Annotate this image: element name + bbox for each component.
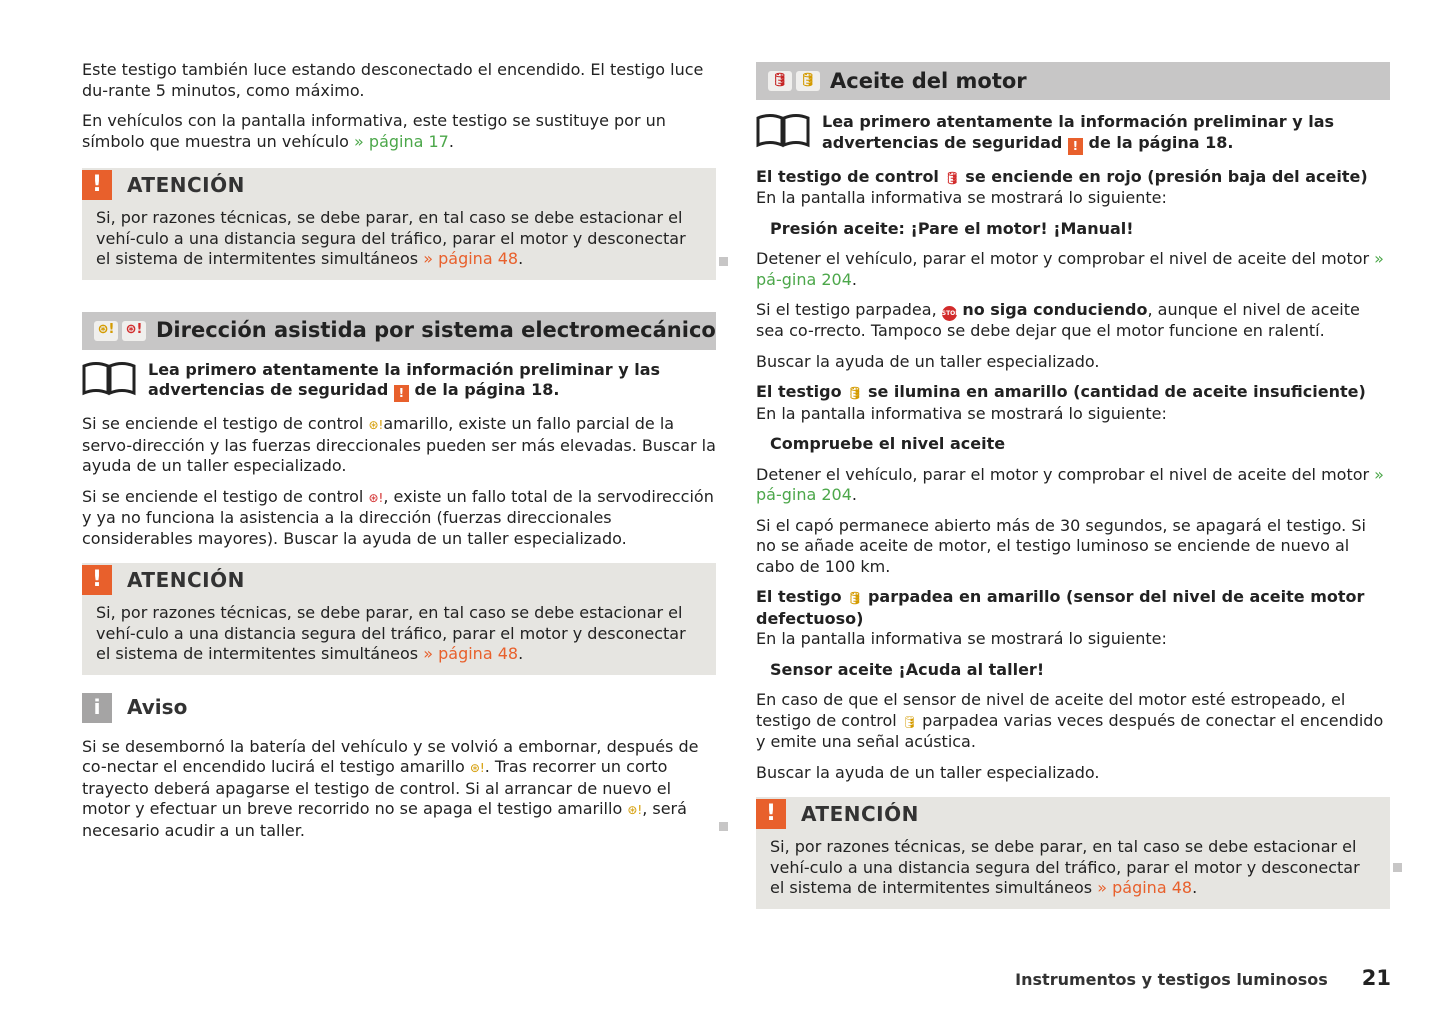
note-header [82,693,716,723]
text: Si se desembornó la batería del vehículo y se volvió a embornar, después de co-nectar el encendido lucirá el testigo amarillo [82,736,699,776]
text: . [851,485,857,504]
book-icon [82,360,136,396]
warning-icon: ! [82,170,112,200]
paragraph: Si el capó permanece abierto más de 30 segundos, se apagará el testigo. Si no se añade aceite de motor, el testigo luminoso se enciende de nuevo al cabo de 100 km. [756,515,1366,576]
warning-header [82,168,716,202]
steering-warning-icon: ⊛! [469,761,485,775]
warning-text [82,202,716,270]
paragraph: Buscar la ayuda de un taller especializado. [756,762,1100,782]
paragraph [756,249,1390,290]
text: , existe un fallo total de la servodirección y ya no funciona la asistencia a la dirección (fuerzas direccionales considerables mayores). Buscar la ayuda de un taller especializado. [82,486,714,548]
text: . [851,269,857,289]
text: . [518,644,524,663]
text: parpadea en amarillo (sensor del nivel de aceite motor defectuoso) [756,587,1365,628]
text: parpadea varias veces después de conectar el encendido y emite una señal acústica. [756,710,1384,751]
text: . [1192,878,1198,897]
text: amarillo, existe un fallo parcial de la servo-dirección y las fuerzas direccionales pueden ser más elevadas. Buscar la ayuda de un taller especializado. [82,414,716,475]
text: , será necesario acudir a un taller. [82,799,687,840]
text: En caso de que el sensor de nivel de aceite del motor esté estropeado, el testigo de control [756,690,1346,730]
text: de la página 18. [1082,132,1234,152]
text: . [518,249,524,268]
paragraph [756,690,1390,753]
safety-note [756,112,1390,155]
warning-header [756,797,1390,831]
page-link[interactable]: » pá-gina 204 [756,249,1384,289]
text: El testigo [756,587,848,606]
text: Si, por razones técnicas, se debe parar, en tal caso se debe estacionar el vehí-culo a una distancia segura del tráfico, parar el motor y desconectar el sistema de intermitentes simultáneos [96,208,686,268]
page-footer [1015,968,1391,991]
text: En vehículos con la pantalla informativa, este testigo se sustituye por un símbolo que muestra un vehículo [82,111,666,151]
info-icon: i [82,693,112,723]
steering-warning-icon: ⊛! [368,418,384,432]
end-of-section-marker [719,822,728,831]
warning-icon: ! [82,565,112,595]
page-link[interactable]: » página 48 [423,249,519,268]
oil-can-icon: 🛢 [847,591,863,605]
warning-text [82,597,716,665]
warning-icon: ! [756,799,786,829]
display-message: Presión aceite: ¡Pare el motor! ¡Manual! [770,218,1134,238]
text: Si se enciende el testigo de control [82,414,369,433]
steering-warning-icon: ⊛! [368,490,384,505]
text: El testigo [756,382,848,401]
end-of-section-marker [719,257,728,266]
steering-warning-yellow-icon: ⊛! [94,321,118,341]
note-text [82,737,716,842]
paragraph [756,300,1390,342]
warning-header [82,563,716,597]
text: Si el testigo parpadea, [756,300,942,319]
text: Detener el vehículo, parar el motor y comprobar el nivel de aceite del motor [756,464,1375,484]
safety-note-text [148,360,716,403]
section-header [756,62,1390,100]
note-title: Aviso [127,695,188,720]
text: no siga conduciendo [956,300,1148,319]
text: Detener el vehículo, parar el motor y comprobar el nivel de aceite del motor [756,249,1375,268]
paragraph: Buscar la ayuda de un taller especializado. [756,351,1100,371]
paragraph [82,111,716,152]
warning-box [82,168,716,280]
safety-note-text [822,112,1390,155]
footer-chapter-title: Instrumentos y testigos luminosos [1015,970,1328,989]
section-title: Dirección asistida por sistema electromecánico [156,318,716,343]
paragraph: En la pantalla informativa se mostrará lo siguiente: [756,403,1167,423]
text: , aunque el nivel de aceite sea co-rrecto. Tampoco se debe dejar que el motor funcione en ralentí. [756,300,1360,340]
oil-pressure-red-icon: 🛢 [768,71,792,91]
steering-warning-icon: ⊛! [627,803,643,817]
page-link[interactable]: » página 17 [354,131,449,151]
warning-icon: ! [1068,138,1083,155]
oil-can-icon: 🛢 [901,714,918,729]
text: El testigo de control [756,166,945,186]
paragraph [82,414,716,477]
paragraph [756,465,1390,506]
text: Si, por razones técnicas, se debe parar, en tal caso se debe estacionar el vehí-culo a una distancia segura del tráfico, parar el motor y desconectar el sistema de intermitentes simultáneos [770,837,1360,897]
warning-box [82,563,716,675]
display-message: Sensor aceite ¡Acuda al taller! [770,659,1045,679]
section-header [82,312,716,350]
text: se ilumina en amarillo (cantidad de aceite insuficiente) [862,382,1366,401]
page-link[interactable]: » página 48 [423,644,519,663]
oil-can-icon: 🛢 [847,386,863,400]
book-icon [756,112,810,148]
right-column [756,62,1390,927]
page-number: 21 [1361,966,1391,990]
text: Lea primero atentamente la información preliminar y las advertencias de seguridad [822,112,1335,152]
text: Lea primero atentamente la información preliminar y las advertencias de seguridad [148,359,661,399]
stop-icon: STOP [942,306,957,321]
page-link[interactable]: » página 48 [1097,878,1193,897]
subheading [756,167,1390,189]
warning-icon: ! [394,385,409,402]
left-column [82,60,716,851]
steering-warning-red-icon: ⊛! [122,321,146,341]
text: Si se enciende el testigo de control [82,486,369,506]
text: . [448,131,454,151]
warning-text [756,831,1390,899]
subheading [756,587,1390,629]
text: Si, por razones técnicas, se debe parar, en tal caso se debe estacionar el vehí-culo a una distancia segura del tráfico, parar el motor y desconectar el sistema de intermitentes simultáneos [96,603,686,663]
paragraph: Este testigo también luce estando desconectado el encendido. El testigo luce du-rante 5 minutos, como máximo. [82,60,704,100]
warning-title: ATENCIÓN [127,567,245,592]
end-of-section-marker [1393,863,1402,872]
oil-can-icon: 🛢 [944,170,960,185]
display-message: Compruebe el nivel aceite [770,434,1006,453]
text: se enciende en rojo (presión baja del aceite) [959,166,1368,186]
subheading [756,382,1390,404]
text: . Tras recorrer un corto trayecto deberá apagarse el testigo de control. Si al arrancar de nuevo el motor y efectuar un breve recorrido no se apaga el testigo amarillo [82,757,672,818]
safety-note [82,360,716,403]
paragraph: En la pantalla informativa se mostrará lo siguiente: [756,188,1167,207]
text: de la página 18. [408,380,560,399]
warning-title: ATENCIÓN [127,172,245,197]
paragraph: En la pantalla informativa se mostrará lo siguiente: [756,629,1167,648]
section-title: Aceite del motor [830,68,1027,93]
page-link[interactable]: » pá-gina 204 [756,464,1384,504]
oil-level-yellow-icon: 🛢 [796,71,820,91]
warning-title: ATENCIÓN [801,801,919,826]
warning-box [756,797,1390,909]
paragraph [82,487,716,550]
